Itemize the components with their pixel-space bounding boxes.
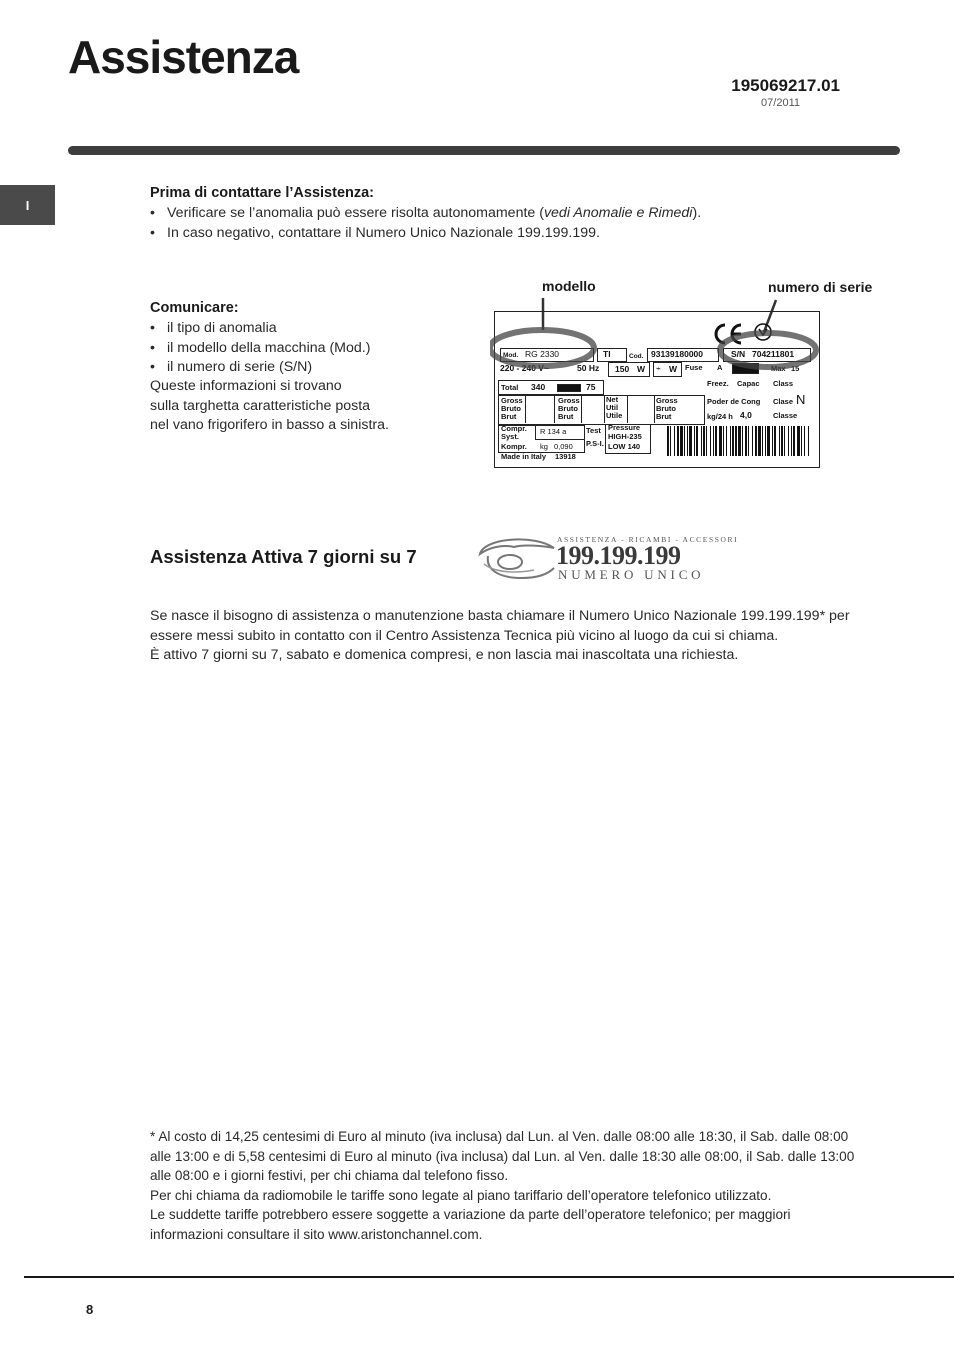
page-number: 8 xyxy=(86,1302,94,1317)
list-item-italic: vedi Anomalie e Rimedi xyxy=(543,205,693,221)
body-line: essere messi subito in contatto con il Centro Assistenza Tecnica più vicino al luogo da cui si chiama. xyxy=(150,627,779,644)
classe-label: Classe xyxy=(773,411,798,420)
logo-number: 199.199.199 xyxy=(556,541,681,570)
total-value: 340 xyxy=(531,382,546,392)
pressure-low: LOW 140 xyxy=(608,442,641,451)
class-label: Class xyxy=(773,379,794,388)
poder-label: Poder de Cong xyxy=(707,397,761,406)
prima-list xyxy=(150,204,890,243)
sn-value: 704211801 xyxy=(752,349,795,359)
watt-unit: W xyxy=(637,364,646,374)
fuse-label: Fuse xyxy=(685,363,703,372)
list-item: • il modello della macchina (Mod.) xyxy=(150,339,480,359)
comunicare-list xyxy=(150,319,480,378)
cod-label: Cod. xyxy=(629,353,644,360)
prima-heading: Prima di contattare l’Assistenza: xyxy=(150,185,375,201)
lamp-icon: ⌁ xyxy=(656,364,661,373)
cod-value: 93139180000 xyxy=(651,349,704,359)
capac-label: Capac xyxy=(737,379,760,388)
list-item: • il tipo di anomalia xyxy=(150,319,480,339)
volume-grid-col xyxy=(581,395,605,423)
mod-label: Mod. xyxy=(503,352,519,359)
pressure-label: Pressure xyxy=(608,423,641,432)
max-value: 15 xyxy=(791,364,800,373)
logo-numero-unico: NUMERO UNICO xyxy=(558,567,705,582)
footnote-line: informazioni consultare il sito www.aristonchannel.com. xyxy=(150,1226,483,1242)
footnote-line: Le suddette tariffe potrebbero essere soggette a variazione da parte dell’operatore telefonico; per maggiori xyxy=(150,1207,791,1222)
volume-grid-col xyxy=(627,395,655,423)
list-item-text: ). xyxy=(692,205,702,221)
watt-value: 150 xyxy=(615,364,630,374)
body-line: È attivo 7 giorni su 7, sabato e domenica compresi, e non lascia mai inascoltata una richiesta. xyxy=(150,647,739,663)
psi-label: P.S-I. xyxy=(586,439,604,448)
note-line: nel vano frigorifero in basso a sinistra. xyxy=(150,417,389,433)
note-line: Queste informazioni si trovano xyxy=(150,378,342,394)
model-value: RG 2330 xyxy=(525,349,560,359)
net-label: Net Util Utile xyxy=(606,395,623,420)
gross-label: Gross Bruto Brut xyxy=(501,396,523,421)
made-number: 13918 xyxy=(555,452,576,461)
footnote-line: Per chi chiama da radiomobile le tariffe sono legate al piano tariffario dell’operatore telefonico utilizzato. xyxy=(150,1187,772,1203)
label-modello: modello xyxy=(542,278,596,294)
gross-label: Gross Bruto Brut xyxy=(558,396,580,421)
footnote-line: alle 13:00 e di 5,58 centesimi di Euro al minuto (iva inclusa) dal Lun. al Ven. dalle 18:30 alle 08:00, il Sab. dalle 13:00 xyxy=(150,1148,855,1164)
document-date: 07/2011 xyxy=(761,97,800,109)
footnote-line: alle 08:00 e i giorni festivi, per chi chiama dal telefono fisso. xyxy=(150,1168,509,1183)
class-value: N xyxy=(796,392,806,407)
ti-value: TI xyxy=(603,349,611,359)
volume-grid-col xyxy=(525,395,555,423)
body-line: Se nasce il bisogno di assistenza o manutenzione basta chiamare il Numero Unico Nazionale 199.199.199* per xyxy=(150,608,850,624)
total-label: Total xyxy=(501,383,519,392)
list-item xyxy=(150,204,890,224)
footnote xyxy=(150,1127,900,1244)
comunicare-heading: Comunicare: xyxy=(150,300,239,316)
sn-label: S/N xyxy=(731,349,746,359)
document-number: 195069217.01 xyxy=(731,76,840,95)
compr-label: Compr. Syst. xyxy=(501,424,527,441)
attiva-body xyxy=(150,607,900,666)
max-label: Max xyxy=(771,364,786,373)
amp-label: A xyxy=(717,363,723,372)
voltage-value: 220 - 240 V~ xyxy=(500,363,549,373)
list-item-text: Verificare se l’anomalia può essere risolta autonomamente ( xyxy=(167,205,544,221)
star-rating-icon xyxy=(557,384,581,392)
gross-label: Gross Bruto Brut xyxy=(656,396,678,421)
note-line: sulla targhetta caratteristiche posta xyxy=(150,397,371,414)
pressure-high: HIGH-235 xyxy=(608,432,642,441)
hz-value: 50 Hz xyxy=(577,363,600,373)
comunicare-note xyxy=(150,377,480,436)
star-value: 75 xyxy=(586,382,596,392)
attiva-heading: Assistenza Attiva 7 giorni su 7 xyxy=(150,546,417,567)
label-numero-di-serie: numero di serie xyxy=(768,279,873,295)
test-label: Test xyxy=(586,426,601,435)
logo-tagline: ASSISTENZA - RICAMBI - ACCESSORI xyxy=(557,535,739,544)
callout-ellipses xyxy=(490,320,830,380)
page-title: Assistenza xyxy=(68,31,299,83)
numero-unico-logo xyxy=(474,532,739,582)
freez-label: Freez. xyxy=(707,379,729,388)
footnote-line: * Al costo di 14,25 centesimi di Euro al minuto (iva inclusa) dal Lun. al Ven. dalle 08:00 alle 18:30, il Sab. dalle 08:00 xyxy=(150,1129,849,1144)
refrigerant-value: R 134 a xyxy=(540,427,567,436)
kg24-label: kg/24 h xyxy=(707,412,733,421)
kg-value: 0,090 xyxy=(554,442,573,451)
footer-divider xyxy=(24,1276,954,1278)
kompr-label: Kompr. xyxy=(501,442,527,451)
kg-label: kg xyxy=(540,442,548,451)
list-item: • il numero di serie (S/N) xyxy=(150,358,480,378)
made-label: Made in Italy xyxy=(501,452,547,461)
clase-label: Clase xyxy=(773,397,794,406)
header-divider xyxy=(68,146,900,155)
list-item: • In caso negativo, contattare il Numero Unico Nazionale 199.199.199. xyxy=(150,224,890,244)
lamp-unit: W xyxy=(669,364,678,374)
telephone-icon xyxy=(474,534,560,582)
barcode-icon xyxy=(665,426,813,458)
kg24-value: 4,0 xyxy=(740,410,752,420)
language-tab: I xyxy=(0,185,55,225)
